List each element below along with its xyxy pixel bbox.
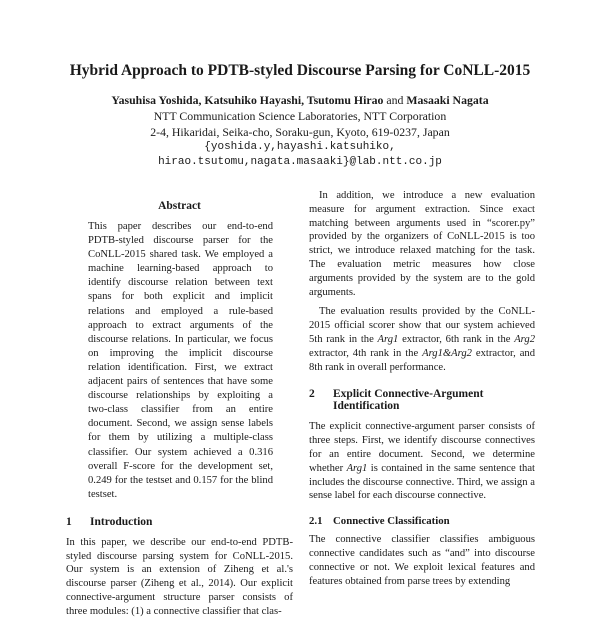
section-2-text-b: is contained in the same sentence that includes the discourse connective. Third, we assign a sense label for each discourse connective. [309,462,535,502]
section-2-paragraph [309,420,535,503]
section-2-heading [309,388,535,412]
results-text-c: extractor, 4th rank in the [309,347,423,359]
subsection-2-1-number: 2.1 [309,515,323,528]
section-1-number: 1 [66,515,72,528]
right-column [309,189,535,594]
arg2-term: Arg2 [514,333,535,345]
section-2-arg1-term: Arg1 [346,462,368,474]
section-2-title: Explicit Connective-Argument Identification [333,388,484,413]
email-line-1: {yoshida.y,hayashi.katsuhiko, [204,141,396,153]
results-text-b: extractor, 6th rank in the [398,333,515,345]
section-1-title: Introduction [90,515,153,528]
affiliation: NTT Communication Science Laboratories, NTT Corporation [153,109,447,123]
results-paragraph [309,305,535,374]
results-text-d: extractor, and 8th rank in overall performance. [309,347,535,373]
section-1-heading [66,516,293,528]
paper-title: Hybrid Approach to PDTB-styled Discourse Parsing for CoNLL-2015 [69,62,531,79]
arg1-term: Arg1 [377,333,399,345]
abstract-text: This paper describes our end-to-end PDTB-styled discourse parser for the CoNLL-2015 shared task. We employed a machine learning-based approach to identify discourse relation between text spans for both explicit and implicit relations and employed a rule-based approach to extract arguments of the discourse relations. In particular, we focus on improving the implicit discourse relation identification. First, we extract adjacent pairs of sentences that have some discourse relationships by exploiting a two-class classifier from an entire document. Second, we assign sense labels for them by utilizing a multiple-class classifier. Our system achieved a 0.316 overall F-score for the development set, 0.249 for the testset and 0.157 for the blind testset. [88,221,273,500]
authors-and: and [386,93,404,107]
abstract-heading: Abstract [158,200,201,212]
author-list [0,93,600,108]
results-text-a: The evaluation results provided by the CoNLL-2015 official scorer show that our system achieved 5th rank in the [309,306,535,345]
section-2-number: 2 [309,388,315,401]
subsection-2-1-title: Connective Classification [333,515,450,528]
address: 2-4, Hikaridai, Seika-cho, Soraku-gun, Kyoto, 619-0237, Japan [150,125,450,139]
evaluation-paragraph: In addition, we introduce a new evaluation measure for argument extraction. Since exact matching between arguments used in “scorer.py” provided by the organizers of CoNLL-2015 is too strict, we introduce relaxed matching for the task. The evaluation metric measures how close arguments provided by the system are to the gold arguments. [309,190,535,298]
author-last: Masaaki Nagata [406,93,489,107]
subsection-2-1-paragraph: The connective classifier classifies ambiguous connective candidates such as “and” into discourse connective or not. We exploit lexical features and features obtained from parse trees by extending [309,534,535,587]
intro-paragraph: In this paper, we describe our end-to-end PDTB-styled discourse parsing system for CoNLL-2015. Our system is an extension of Ziheng et al.'s discourse parser (Ziheng et al., 2014). Our explicit connective-argument structure parser consists of three modules: (1) a connective classifier that clas- [66,536,293,617]
section-2-text-a: The explicit connective-argument parser consists of three steps. First, we identify discourse connectives for an entire document. Second, we determine whether [309,421,535,474]
subsection-2-1-heading [309,515,535,527]
email-line-2: hirao.tsutomu,nagata.masaaki}@lab.ntt.co.jp [158,156,442,168]
arg1-arg2-term: Arg1&Arg2 [422,347,472,359]
left-column [66,200,293,625]
authors-main: Yasuhisa Yoshida, Katsuhiko Hayashi, Tsutomu Hirao [111,93,384,107]
